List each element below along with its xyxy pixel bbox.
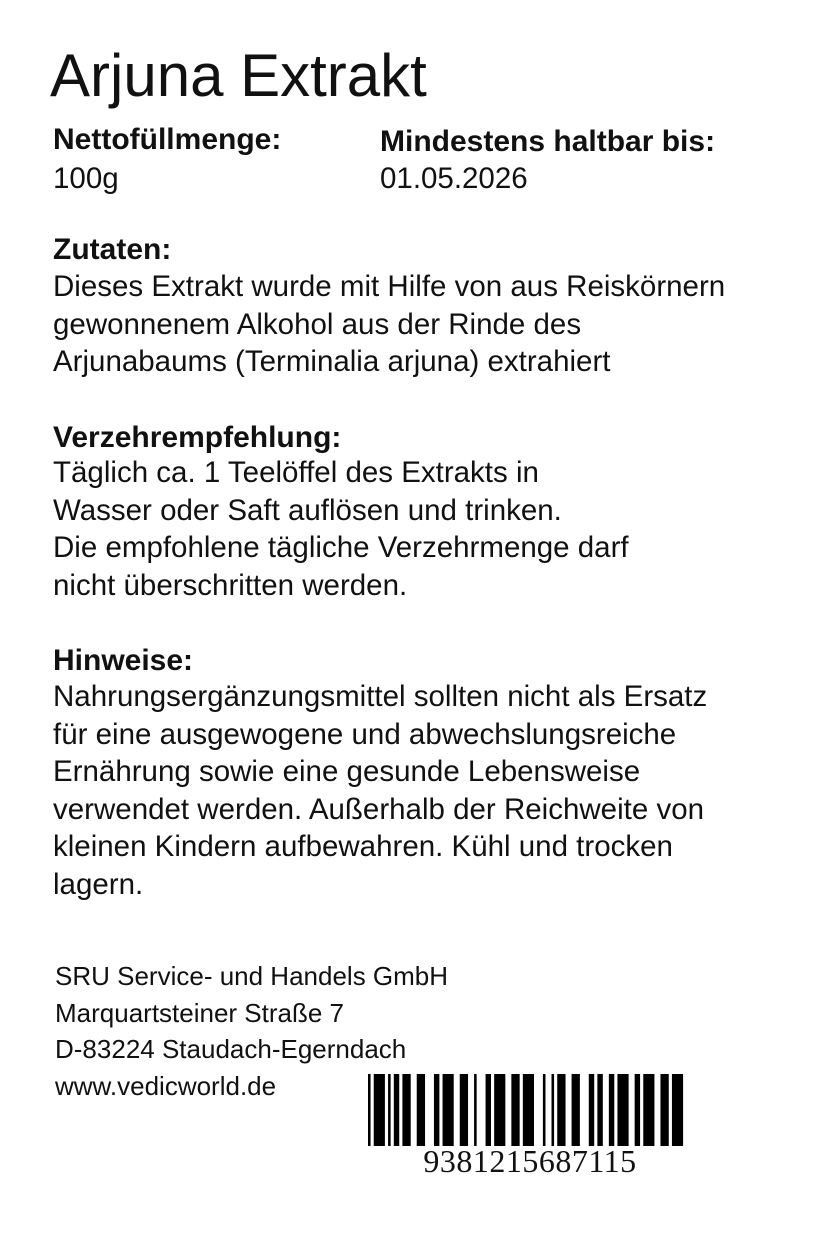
barcode-bar bbox=[543, 1074, 546, 1146]
barcode-digits: 9381215687115 bbox=[423, 1143, 637, 1179]
barcode-bar bbox=[552, 1074, 555, 1146]
barcode-bar bbox=[617, 1074, 628, 1146]
barcode-bar bbox=[523, 1074, 534, 1146]
barcode-bar bbox=[597, 1074, 602, 1146]
barcode-bar bbox=[388, 1074, 391, 1146]
barcode-bar bbox=[635, 1074, 640, 1146]
barcode-bar bbox=[672, 1074, 683, 1146]
barcode-bar bbox=[494, 1074, 505, 1146]
recommendation-text: Täglich ca. 1 Teelöffel des Extrakts in Wasser oder Saft auflösen und trinken. Die empfohlene tägliche Verzehrmenge darf nicht überschritten werden. bbox=[53, 456, 629, 602]
barcode-bar bbox=[557, 1074, 565, 1146]
notes-heading: Hinweise: bbox=[53, 644, 194, 677]
barcode-bar bbox=[474, 1074, 477, 1146]
notes-text: Nahrungsergänzungsmittel sollten nicht als Ersatz für eine ausgewogene und abwechslungsreiche Ernährung sowie eine gesunde Lebensweise verwendet werden. Außerhalb der Reichweite von kleinen Kindern aufbewahren. Kühl und trocken lagern. bbox=[53, 680, 708, 901]
best-before-value: 01.05.2026 bbox=[380, 162, 528, 195]
barcode-bar bbox=[511, 1074, 519, 1146]
barcode-bar bbox=[374, 1074, 385, 1146]
recommendation-heading: Verzehrempfehlung: bbox=[53, 421, 342, 454]
net-quantity-label: Nettofüllmenge: bbox=[53, 123, 282, 156]
barcode-bar bbox=[417, 1074, 425, 1146]
barcode-bar bbox=[402, 1074, 410, 1146]
barcode-bar bbox=[394, 1074, 399, 1146]
barcode-bar bbox=[368, 1074, 371, 1146]
barcode-bar bbox=[589, 1074, 594, 1146]
barcode-bar bbox=[660, 1074, 668, 1146]
barcode-bar bbox=[443, 1074, 454, 1146]
manufacturer-address: SRU Service- und Handels GmbH Marquartsteiner Straße 7 D-83224 Staudach-Egerndach www.vedicworld.de bbox=[55, 961, 449, 1101]
barcode-bars bbox=[368, 1074, 692, 1146]
barcode bbox=[368, 1074, 692, 1182]
ingredients-text: Dieses Extrakt wurde mit Hilfe von aus Reiskörnern gewonnenem Alkohol aus der Rinde des Arjunabaums (Terminalia arjuna) extrahiert bbox=[53, 270, 726, 378]
barcode-bar bbox=[460, 1074, 468, 1146]
best-before-label: Mindestens haltbar bis: bbox=[380, 125, 716, 158]
barcode-bar bbox=[486, 1074, 491, 1146]
net-quantity-value: 100g bbox=[53, 162, 119, 195]
ingredients-heading: Zutaten: bbox=[53, 233, 172, 266]
barcode-bar bbox=[434, 1074, 439, 1146]
product-title: Arjuna Extrakt bbox=[50, 42, 427, 109]
barcode-bar bbox=[643, 1074, 654, 1146]
barcode-bar bbox=[609, 1074, 614, 1146]
barcode-bar bbox=[572, 1074, 580, 1146]
